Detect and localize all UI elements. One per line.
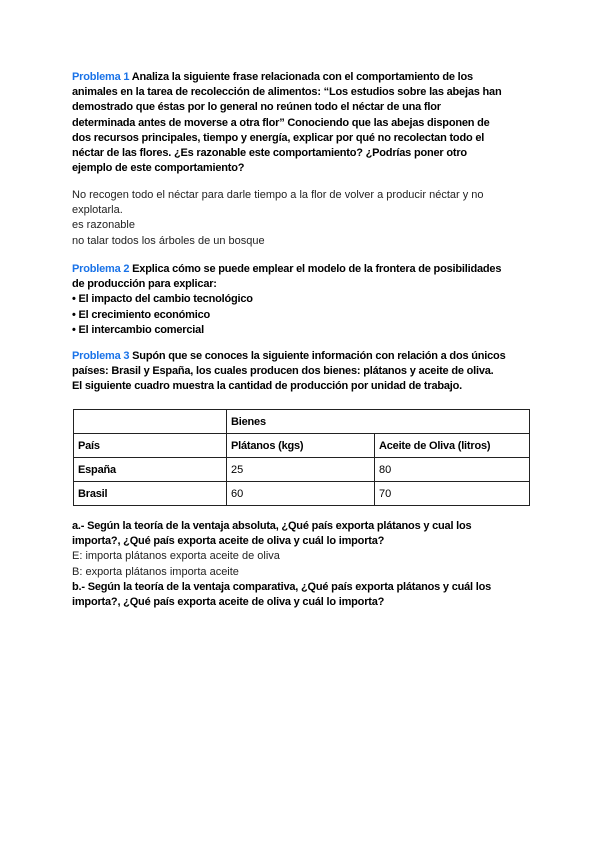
table-cell: 70 <box>375 482 530 506</box>
problem-label: Problema 3 <box>72 350 130 362</box>
text-line: Analiza la siguiente frase relacionada con el comportamiento de los <box>131 71 473 83</box>
table-cell <box>74 410 227 434</box>
problem-2 <box>72 262 542 338</box>
table-header: Aceite de Oliva (litros) <box>375 434 530 458</box>
bullet-item: • El impacto del cambio tecnológico <box>72 293 253 306</box>
bullet-item: • El crecimiento económico <box>72 308 211 321</box>
bullet-item: • El intercambio comercial <box>72 323 204 336</box>
text-line: es razonable <box>72 219 135 232</box>
text-line: b.- Según la teoría de la ventaja comparativa, ¿Qué país exporta plátanos y cuál los <box>72 580 492 593</box>
table-row <box>74 482 530 506</box>
table-cell: 60 <box>227 482 375 506</box>
text-line: importa?, ¿Qué país exporta aceite de oliva y cuál lo importa? <box>72 535 385 548</box>
text-line: no talar todos los árboles de un bosque <box>72 234 265 247</box>
question-a <box>72 519 542 610</box>
problem-3 <box>72 349 542 395</box>
text-line: a.- Según la teoría de la ventaja absoluta, ¿Qué país exporta plátanos y cual los <box>72 520 472 532</box>
table-cell: España <box>74 458 227 482</box>
problem-label: Problema 2 <box>72 263 130 275</box>
table-row <box>74 410 530 434</box>
text-line: ejemplo de este comportamiento? <box>72 162 245 175</box>
table-cell: 80 <box>375 458 530 482</box>
production-table <box>73 409 530 506</box>
text-line: Supón que se conoces la siguiente información con relación a dos únicos <box>132 350 506 362</box>
table-row <box>74 458 530 482</box>
text-line: dos recursos principales, tiempo y energía, explicar por qué no recolectan todo el <box>72 131 485 144</box>
text-line: animales en la tarea de recolección de alimentos: “Los estudios sobre las abejas han <box>72 86 502 99</box>
table-header: País <box>74 434 227 458</box>
table-cell: 25 <box>227 458 375 482</box>
text-line: No recogen todo el néctar para darle tiempo a la flor de volver a producir néctar y no <box>72 189 484 201</box>
table-row <box>74 434 530 458</box>
text-line: Explica cómo se puede emplear el modelo de la frontera de posibilidades <box>132 263 502 275</box>
text-line: B: exporta plátanos importa aceite <box>72 565 239 578</box>
text-line: E: importa plátanos exporta aceite de oliva <box>72 550 280 563</box>
text-line: países: Brasil y España, los cuales producen dos bienes: plátanos y aceite de oliva. <box>72 365 494 378</box>
answer-1 <box>72 188 542 249</box>
text-line: demostrado que éstas por lo general no reúnen todo el néctar de una flor <box>72 101 441 114</box>
text-line: de producción para explicar: <box>72 278 217 291</box>
text-line: néctar de las flores. ¿Es razonable este comportamiento? ¿Podrías poner otro <box>72 147 467 160</box>
text-line: importa?, ¿Qué país exporta aceite de oliva y cuál lo importa? <box>72 596 385 609</box>
text-line: El siguiente cuadro muestra la cantidad de producción por unidad de trabajo. <box>72 380 463 393</box>
table-cell: Brasil <box>74 482 227 506</box>
text-line: explotarla. <box>72 204 123 217</box>
table-group-header: Bienes <box>227 410 530 434</box>
problem-label: Problema 1 <box>72 71 130 83</box>
problem-1 <box>72 70 542 176</box>
text-line: determinada antes de moverse a otra flor” Conociendo que las abejas disponen de <box>72 116 490 129</box>
table-header: Plátanos (kgs) <box>227 434 375 458</box>
